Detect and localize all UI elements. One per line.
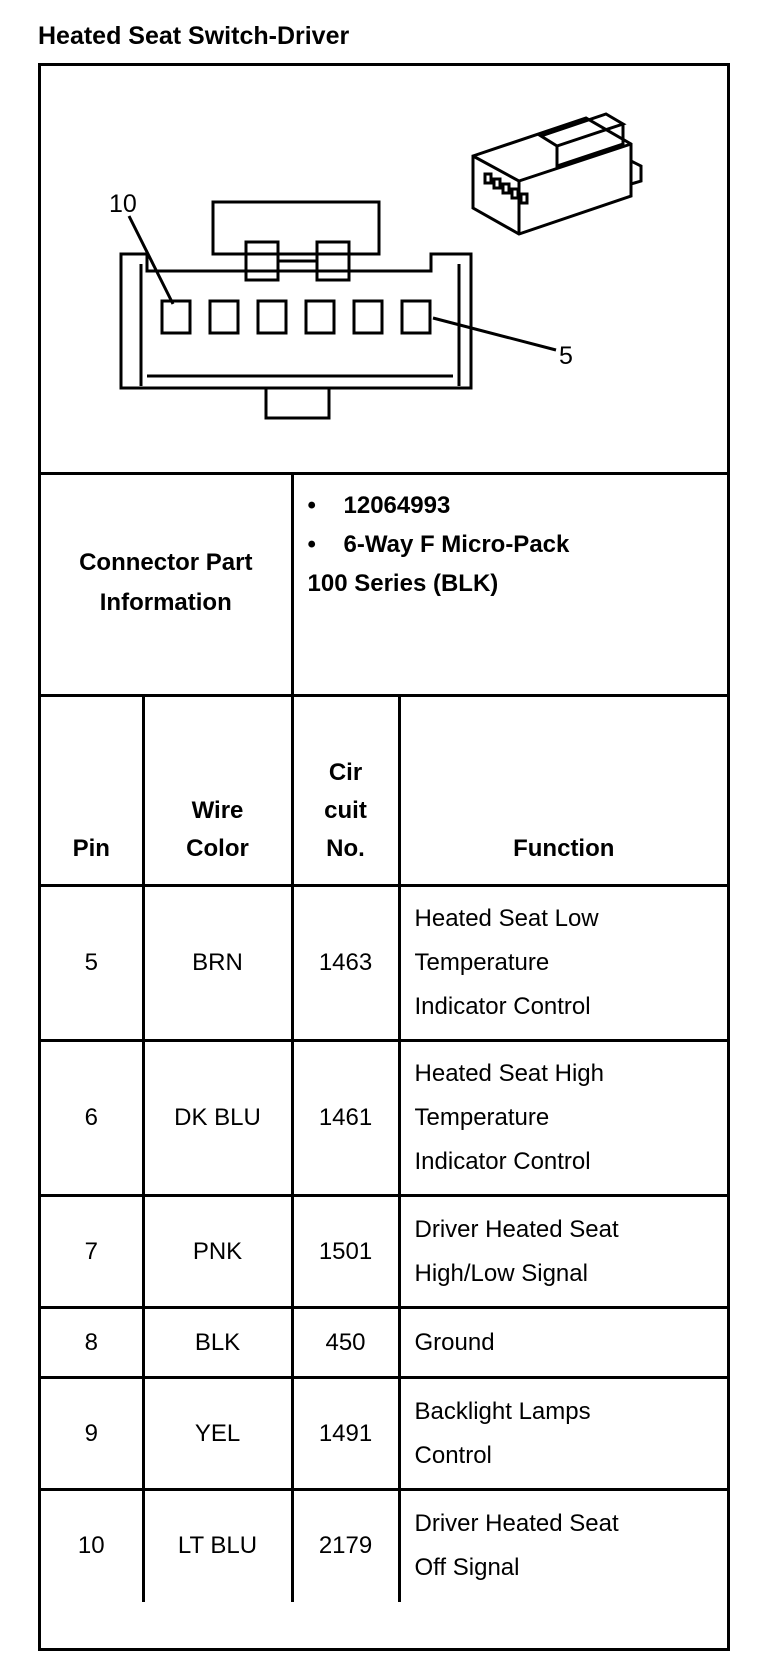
cell-pin: 7 xyxy=(41,1196,143,1308)
cell-function: Ground xyxy=(399,1308,727,1378)
part-number: 12064993 xyxy=(343,492,451,519)
connector-info-value xyxy=(292,472,727,696)
cell-color: LT BLU xyxy=(143,1490,292,1602)
cell-circuit: 1461 xyxy=(292,1041,399,1196)
pin-10-callout: 10 xyxy=(109,190,137,218)
connector-info-label: Connector Part Information xyxy=(41,472,292,696)
cell-circuit: 1491 xyxy=(292,1378,399,1490)
table-row xyxy=(41,886,727,1041)
cell-function: Driver Heated Seat Off Signal xyxy=(399,1490,727,1602)
cell-circuit: 450 xyxy=(292,1308,399,1378)
connector-description: 6-Way F Micro-Pack xyxy=(343,531,570,558)
cell-color: DK BLU xyxy=(143,1041,292,1196)
cell-function: Heated Seat High Temperature Indicator Control xyxy=(399,1041,727,1196)
cell-circuit: 2179 xyxy=(292,1490,399,1602)
header-pin: Pin xyxy=(41,696,143,886)
pin-5-callout: 5 xyxy=(559,342,573,370)
cell-circuit: 1463 xyxy=(292,886,399,1041)
cell-function: Heated Seat Low Temperature Indicator Control xyxy=(399,886,727,1041)
header-circuit: Cir cuit No. xyxy=(292,696,399,886)
cell-color: YEL xyxy=(143,1378,292,1490)
table-row xyxy=(41,1196,727,1308)
page-title: Heated Seat Switch-Driver xyxy=(38,22,350,50)
table-row xyxy=(41,1308,727,1378)
connector-info-row xyxy=(41,472,727,696)
pinout-table xyxy=(41,472,727,1602)
header-wire-color: Wire Color xyxy=(143,696,292,886)
cell-pin: 5 xyxy=(41,886,143,1041)
cell-pin: 8 xyxy=(41,1308,143,1378)
header-function: Function xyxy=(399,696,727,886)
cell-function: Driver Heated Seat High/Low Signal xyxy=(399,1196,727,1308)
cell-color: PNK xyxy=(143,1196,292,1308)
connector-face-drawing xyxy=(41,66,727,472)
table-row xyxy=(41,1041,727,1196)
cell-circuit: 1501 xyxy=(292,1196,399,1308)
connector-diagram xyxy=(41,66,727,475)
cell-pin: 10 xyxy=(41,1490,143,1602)
cell-pin: 6 xyxy=(41,1041,143,1196)
cell-color: BRN xyxy=(143,886,292,1041)
cell-color: BLK xyxy=(143,1308,292,1378)
connector-series: 100 Series (BLK) xyxy=(307,570,499,597)
cell-function: Backlight Lamps Control xyxy=(399,1378,727,1490)
cell-pin: 9 xyxy=(41,1378,143,1490)
bullet-icon: • xyxy=(307,492,316,519)
table-row xyxy=(41,1490,727,1602)
connector-chart xyxy=(38,63,730,1651)
table-row xyxy=(41,1378,727,1490)
table-header-row xyxy=(41,696,727,886)
bullet-icon: • xyxy=(307,531,316,558)
